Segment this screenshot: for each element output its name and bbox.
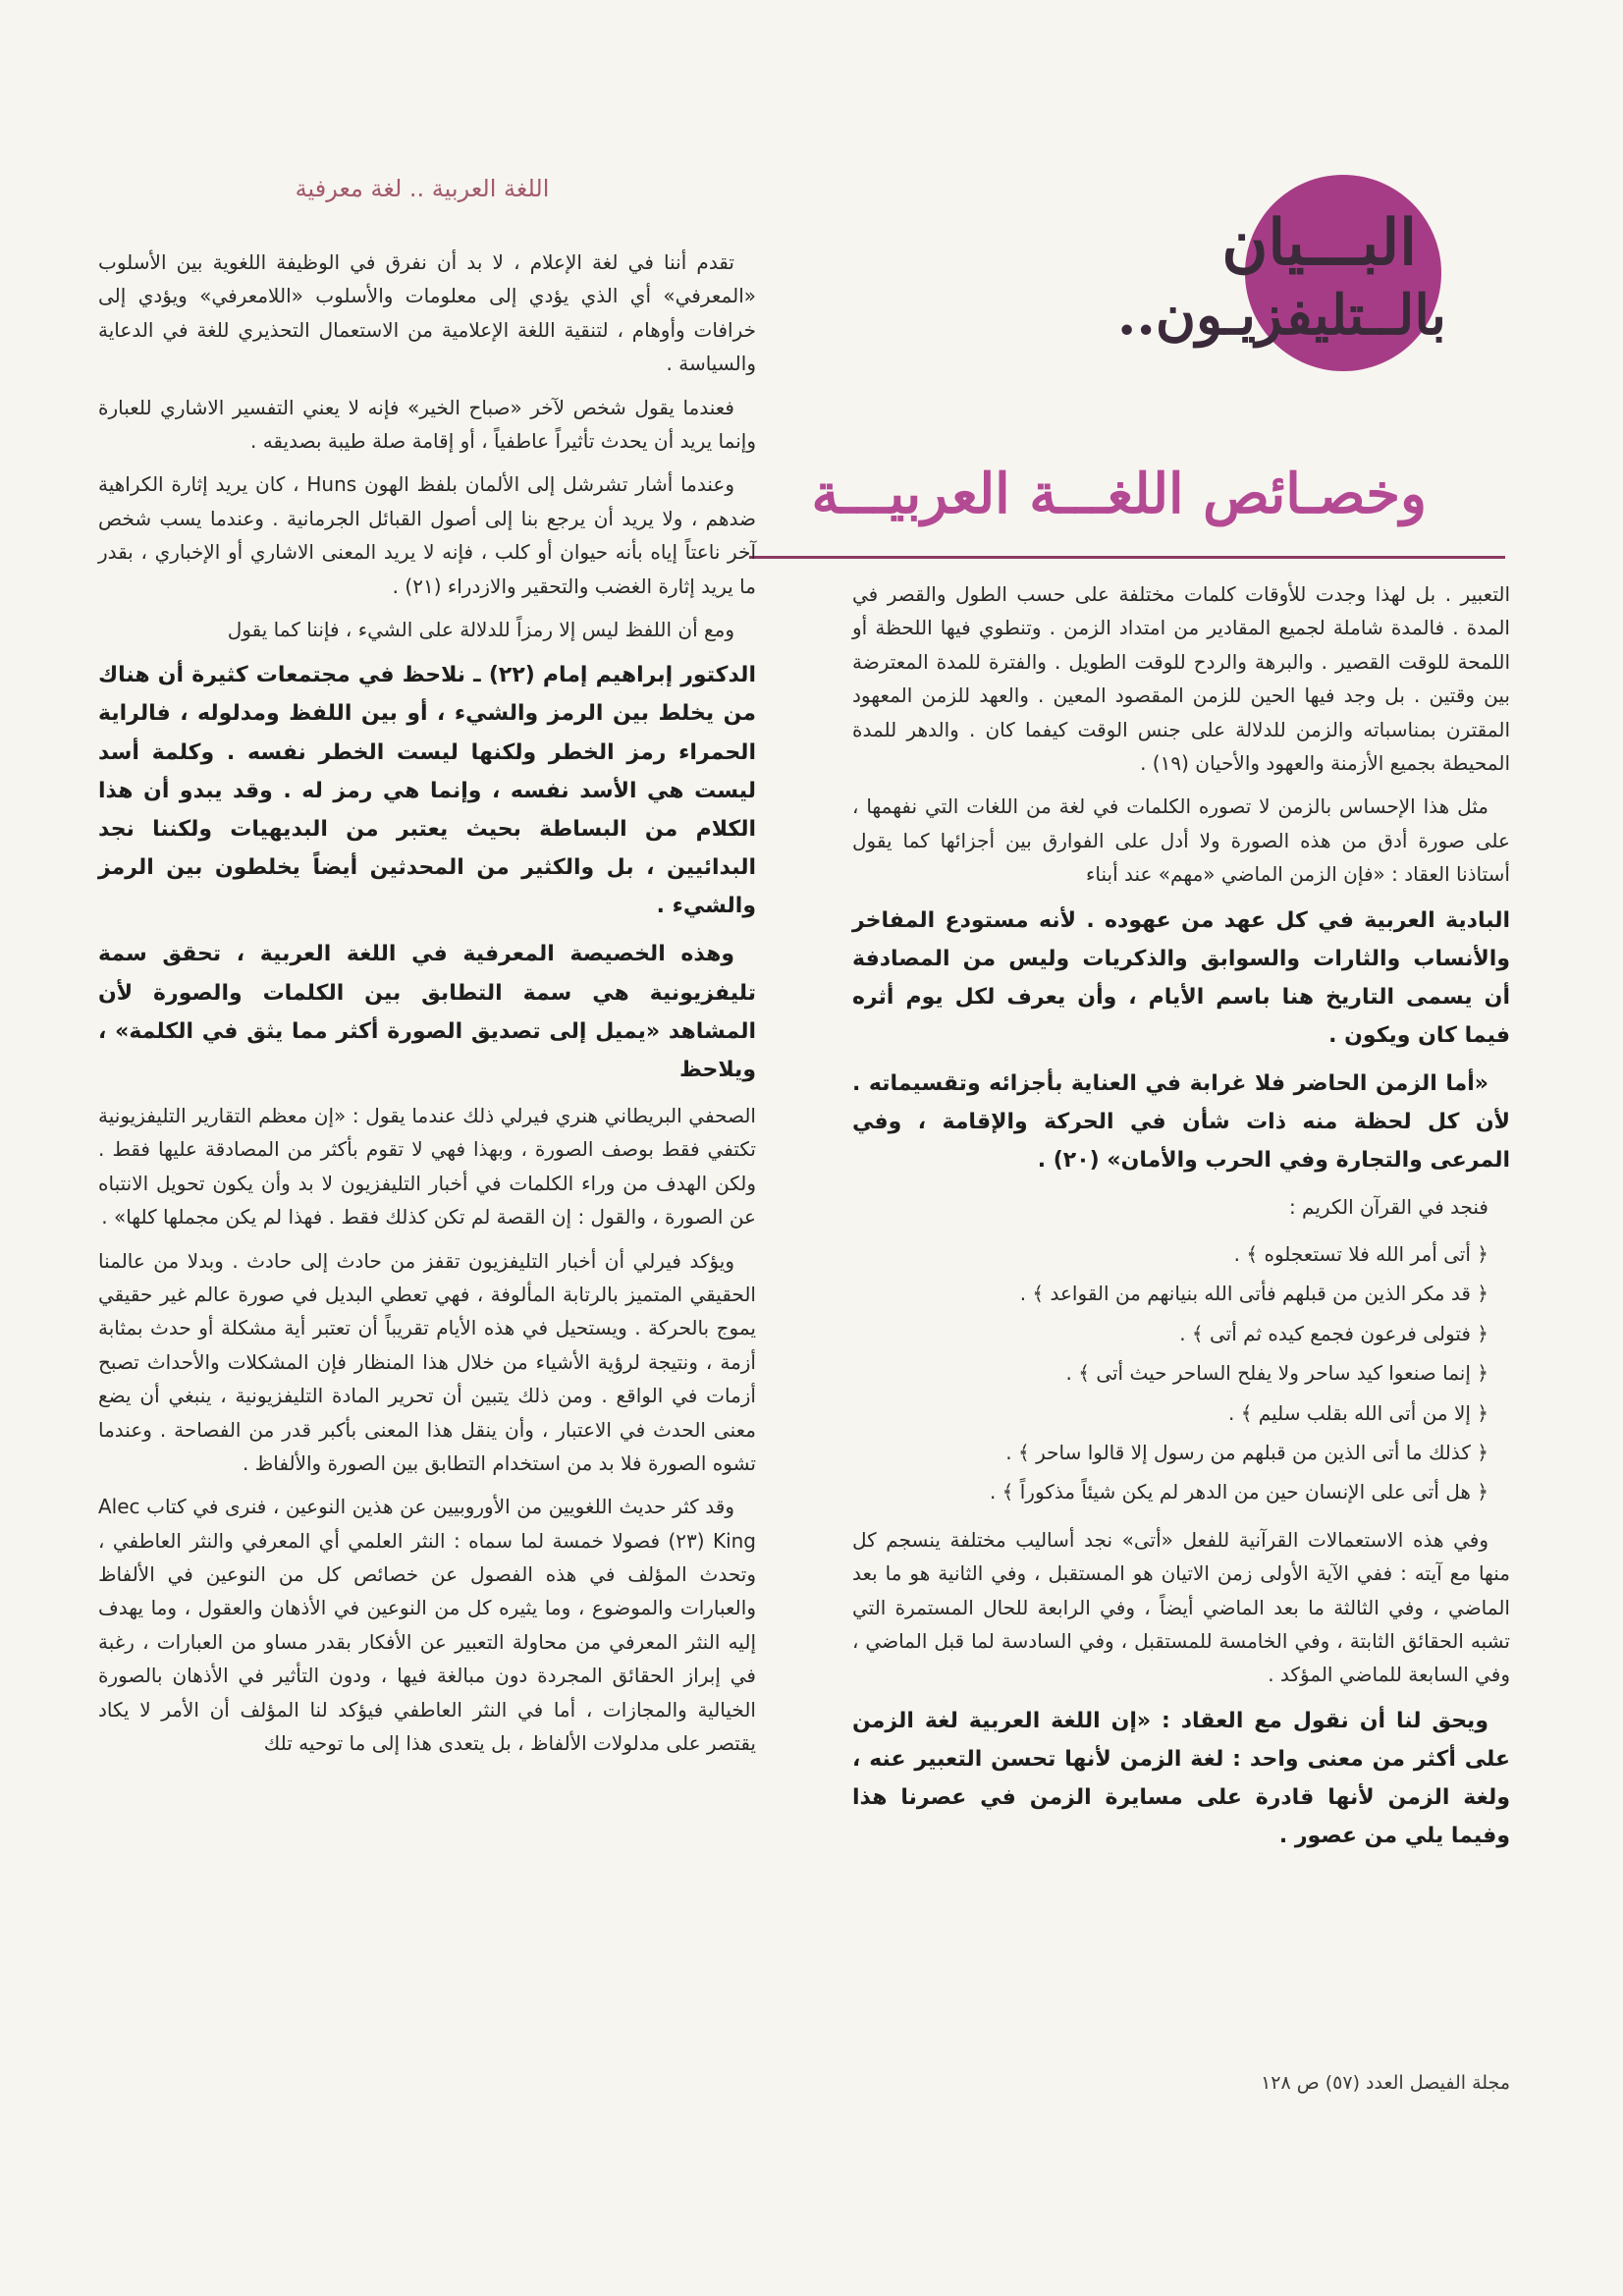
- quran-verses-list: [852, 1237, 1510, 1509]
- running-head: اللغة العربية .. لغة معرفية: [295, 175, 550, 202]
- paragraph: ويؤكد فيرلي أن أخبار التليفزيون تقفز من حادث إلى حادث . وبدلا من عالمنا الحقيقي المتميز بالرتابة المألوفة ، فهي تعطي البديل في صورة عالم غير حقيقي يموج بالحركة . ويستحيل في هذه الأيام تقريباً أن تعتبر أية مشكلة أو حدث بمثابة أزمة ، ونتيجة لرؤية الأشياء من خلال هذا المنظار فإن المشكلات والأحداث تصبح أزمات في الواقع . ومن ذلك يتبين أن تحرير المادة التليفزيونية ، ينبغي أن يضع معنى الحدث في الاعتبار ، وأن ينقل هذا المعنى بأكبر قدر من الفصاحة . وعندما تشوه الصورة فلا بد من استخدام التطابق بين الصورة والألفاظ .: [98, 1248, 756, 1475]
- paragraph: الدكتور إبراهيم إمام (٢٢) ـ نلاحظ في مجتمعات كثيرة أن هناك من يخلط بين الرمز والشيء ، أو بين اللفظ ومدلوله ، فالراية الحمراء رمز الخطر ولكنها ليست الخطر نفسه . وكلمة أسد ليست هي الأسد نفسه ، وإنما هي رمز له . وقد يبدو أن هذا الكلام من البساطة بحيث يعتبر من البديهيات ولكننا نجد البدائيين ، بل والكثير من المحدثين أيضاً يخلطون بين الرمز والشيء .: [98, 663, 756, 919]
- title-divider: [749, 556, 1505, 559]
- quran-verse: ﴿ فتولى فرعون فجمع كيده ثم أتى ﴾ .: [1179, 1321, 1488, 1345]
- paragraph: الصحفي البريطاني هنري فيرلي ذلك عندما يقول : «إن معظم التقارير التليفزيونية تكتفي فقط بوصف الصورة ، وبهذا فهي لا تقوم بأكثر من المصادقة عليها فقط . ولكن الهدف من وراء الكلمات في أخبار التليفزيون لا بد وأن يكون تحويل الانتباه عن الصورة ، والقول : إن القصة لم تكن كذلك فقط . فهذا لم يكن مجملها كلها» .: [98, 1104, 756, 1230]
- right-text-column: [852, 577, 1510, 1865]
- quran-verse: ﴿ كذلك ما أتى الذين من قبلهم من رسول إلا قالوا ساحر ﴾ .: [1005, 1440, 1488, 1464]
- quran-verse: ﴿ إنما صنعوا كيد ساحر ولا يفلح الساحر حيث أتى ﴾ .: [1065, 1361, 1488, 1386]
- title-line-1: البـــيان: [1221, 206, 1417, 280]
- paragraph: مثل هذا الإحساس بالزمن لا تصوره الكلمات في لغة من اللغات التي نفهمها ، على صورة أدق من هذه الصورة ولا أدل على الفوارق بين أجزائها كما يقول أستاذنا العقاد : «فإن الزمن الماضي «مهم» عند أبناء: [852, 794, 1510, 887]
- title-line-2: بالــتليفزيـون..: [1116, 283, 1446, 348]
- paragraph: فنجد في القرآن الكريم :: [1288, 1194, 1488, 1219]
- paragraph: وفي هذه الاستعمالات القرآنية للفعل «أتى» نجد أساليب مختلفة ينسجم كل منها مع آيته : ففي الآية الأولى زمن الاتيان هو المستقبل ، وفي الثانية هو ما بعد الماضي ، وفي الثالثة ما بعد الماضي أيضاً ، وفي الرابعة للحال المستمرة التي تشبه الحقائق الثابتة ، وفي الخامسة للمستقبل ، وفي السادسة لما قبل الماضي ، وفي السابعة للماضي المؤكد .: [852, 1527, 1510, 1687]
- paragraph: تقدم أننا في لغة الإعلام ، لا بد أن نفرق في الوظيفة اللغوية بين الأسلوب «المعرفي» أي الذي يؤدي إلى معلومات والأسلوب «اللامعرفي» ويؤدي إلى خرافات وأوهام ، لتنقية اللغة الإعلامية من الاستعمال التحذيري للغة في الدعاية والسياسة .: [98, 250, 756, 376]
- paragraph: ومع أن اللفظ ليس إلا رمزاً للدلالة على الشيء ، فإننا كما يقول: [227, 617, 734, 641]
- paragraph: وهذه الخصيصة المعرفية في اللغة العربية ، تحقق سمة تليفزيونية هي سمة التطابق بين الكلمات والصورة لأن المشاهد «يميل إلى تصديق الصورة أكثر مما يثق في الكلمة» ، ويلاحظ: [98, 942, 756, 1082]
- paragraph: ويحق لنا أن نقول مع العقاد : «إن اللغة العربية لغة الزمن على أكثر من معنى واحد : لغة الزمن لأنها تحسن التعبير عنه ، ولغة الزمن لأنها قادرة على مسايرة الزمن في عصرنا هذا وفيما يلي من عصور .: [852, 1708, 1510, 1849]
- paragraph: «أما الزمن الحاضر فلا غرابة في العناية بأجزائه وتقسيماته . لأن كل لحظة منه ذات شأن في الحركة والإقامة ، وفي المرعى والتجارة وفي الحرب والأمان» (٢٠) .: [852, 1071, 1510, 1174]
- paragraph: التعبير . بل لهذا وجدت للأوقات كلمات مختلفة على حسب الطول والقصر في المدة . فالمدة شاملة لجميع المقادير من امتداد الزمن . وتنطوي فيها اللحظة أو اللمحة للوقت القصير . والبرهة والردح للوقت الطويل . والفترة للمدة المعترضة بين وقتين . بل وجد فيها الحين للزمن المقصود المعين . والعهد للزمن المعهود المقترن بمناسباته والزمن للدلالة على جنس الوقت كيفما كان . والدهر للمدة المحيطة بجميع الأزمنة والعهود والأحيان (١٩) .: [852, 582, 1510, 775]
- page-footer: مجلة الفيصل العدد (٥٧) ص ١٢٨: [1261, 2072, 1510, 2094]
- paragraph: فعندما يقول شخص لآخر «صباح الخير» فإنه لا يعني التفسير الاشاري للعبارة وإنما يريد أن يحدث تأثيراً عاطفياً ، أو إقامة صلة طيبة بصديقه .: [98, 395, 756, 453]
- title-line-3: وخصـائص اللغـــة العربيـــة: [811, 462, 1427, 526]
- article-title-block: [769, 167, 1535, 526]
- paragraph: وعندما أشار تشرشل إلى الألمان بلفظ الهون Huns ، كان يريد إثارة الكراهية ضدهم ، ولا يريد أن يرجع بنا إلى أصول القبائل الجرمانية . وعندما يسب شخص آخر ناعتاً إياه بأنه حيوان أو كلب ، فإنه لا يريد المعنى الاشاري أو الإخباري ، بقدر ما يريد إثارة الغضب والتحقير والازدراء (٢١) .: [98, 472, 756, 598]
- quran-verse: ﴿ هل أتى على الإنسان حين من الدهر لم يكن شيئاً مذكوراً ﴾ .: [989, 1480, 1488, 1504]
- quran-verse: ﴿ قد مكر الذين من قبلهم فأتى الله بنيانهم من القواعد ﴾ .: [1019, 1282, 1488, 1306]
- quran-verse: ﴿ أتى أمر الله فلا تستعجلوه ﴾ .: [1233, 1242, 1488, 1266]
- paragraph: البادية العربية في كل عهد من عهوده . لأنه مستودع المفاخر والأنساب والثارات والسوابق والذكريات وليس من المصادفة أن يسمى التاريخ هنا باسم الأيام ، وأن يعرف لكل يوم أثره فيما كان ويكون .: [852, 907, 1510, 1048]
- quran-verse: ﴿ إلا من أتى الله بقلب سليم ﴾ .: [1227, 1400, 1488, 1425]
- paragraph: وقد كثر حديث اللغويين من الأوروبيين عن هذين النوعين ، فنرى في كتاب Alec King (٢٣) فصولا خمسة لما سماه : النثر العلمي أي المعرفي والنثر العاطفي ، وتحدث المؤلف في هذه الفصول عن خصائص كل من النوعين في الألفاظ والعبارات والموضوع ، وما يثيره كل من النوعين في الأذهان والعقول ، وما يهدف إليه النثر المعرفي من محاولة التعبير عن الأفكار بقدر مساو من العبارات ، رغبة في إبراز الحقائق المجردة دون مبالغة فيها ، ودون التأثير في الأذهان بالصورة الخيالية والمجازات ، أما في النثر العاطفي فيؤكد لنا المؤلف أن الأمر لا يكاد يقتصر على مدلولات الألفاظ ، بل يتعدى هذا إلى ما توحيه تلك: [98, 1495, 756, 1756]
- left-text-column: [98, 246, 756, 1770]
